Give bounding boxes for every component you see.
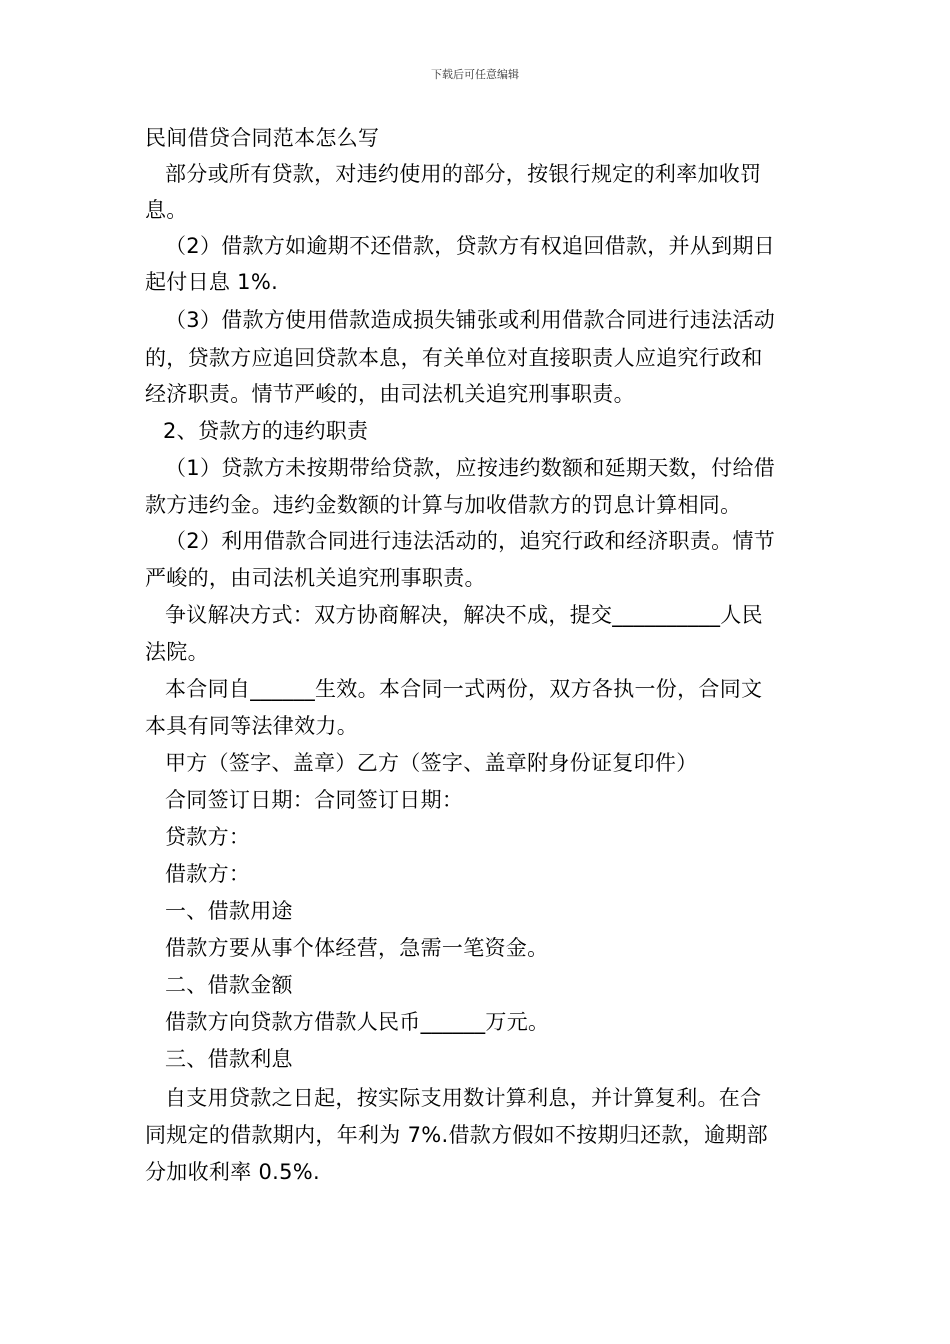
paragraph-line: 息。 (145, 198, 188, 222)
document-title: 民间借贷合同范本怎么写 (145, 126, 380, 150)
paragraph-line: 借款方向贷款方借款人民币______万元。 (165, 1010, 550, 1034)
paragraph-line: 本具有同等法律效力。 (145, 714, 358, 738)
paragraph-line: 款方违约金。违约金数额的计算与加收借款方的罚息计算相同。 (145, 493, 742, 517)
paragraph-line: （2）利用借款合同进行违法活动的，追究行政和经济职责。情节 (165, 529, 776, 553)
paragraph-line: 同规定的借款期内，年利为 7%.借款方假如不按期归还款，逾期部 (145, 1123, 768, 1147)
paragraph-line: 争议解决方式：双方协商解决，解决不成，提交__________人民 (165, 603, 763, 627)
paragraph-line: 起付日息 1%. (145, 270, 279, 294)
signature-line: 甲方（签字、盖章）乙方（签字、盖章附身份证复印件） (165, 751, 698, 775)
paragraph-line: 本合同自______生效。本合同一式两份，双方各执一份，合同文 (165, 677, 763, 701)
paragraph-line: 自支用贷款之日起，按实际支用数计算利息，并计算复利。在合 (165, 1086, 762, 1110)
section-heading: 2、贷款方的违约职责 (163, 419, 369, 443)
section-heading: 三、借款利息 (165, 1047, 293, 1071)
paragraph-line: 的，贷款方应追回贷款本息，有关单位对直接职责人应追究行政和 (145, 346, 763, 370)
borrower-label: 借款方： (165, 862, 251, 886)
page-header-note: 下载后可任意编辑 (431, 68, 519, 81)
paragraph-line: （2）借款方如逾期不还借款，贷款方有权追回借款，并从到期日 (165, 234, 776, 258)
paragraph-line: 经济职责。情节严峻的，由司法机关追究刑事职责。 (145, 382, 635, 406)
paragraph-line: （3）借款方使用借款造成损失铺张或利用借款合同进行违法活动 (165, 308, 776, 332)
paragraph-line: 借款方要从事个体经营，急需一笔资金。 (165, 936, 549, 960)
paragraph-line: 部分或所有贷款，对违约使用的部分，按银行规定的利率加收罚 (165, 162, 762, 186)
section-heading: 一、借款用途 (165, 899, 293, 923)
paragraph-line: 严峻的，由司法机关追究刑事职责。 (145, 566, 486, 590)
section-heading: 二、借款金额 (165, 973, 293, 997)
signing-date-line: 合同签订日期：合同签订日期： (165, 788, 464, 812)
paragraph-line: 法院。 (145, 640, 209, 664)
lender-label: 贷款方： (165, 825, 251, 849)
paragraph-line: 分加收利率 0.5%. (145, 1160, 321, 1184)
paragraph-line: （1）贷款方未按期带给贷款，应按违约数额和延期天数，付给借 (165, 456, 776, 480)
